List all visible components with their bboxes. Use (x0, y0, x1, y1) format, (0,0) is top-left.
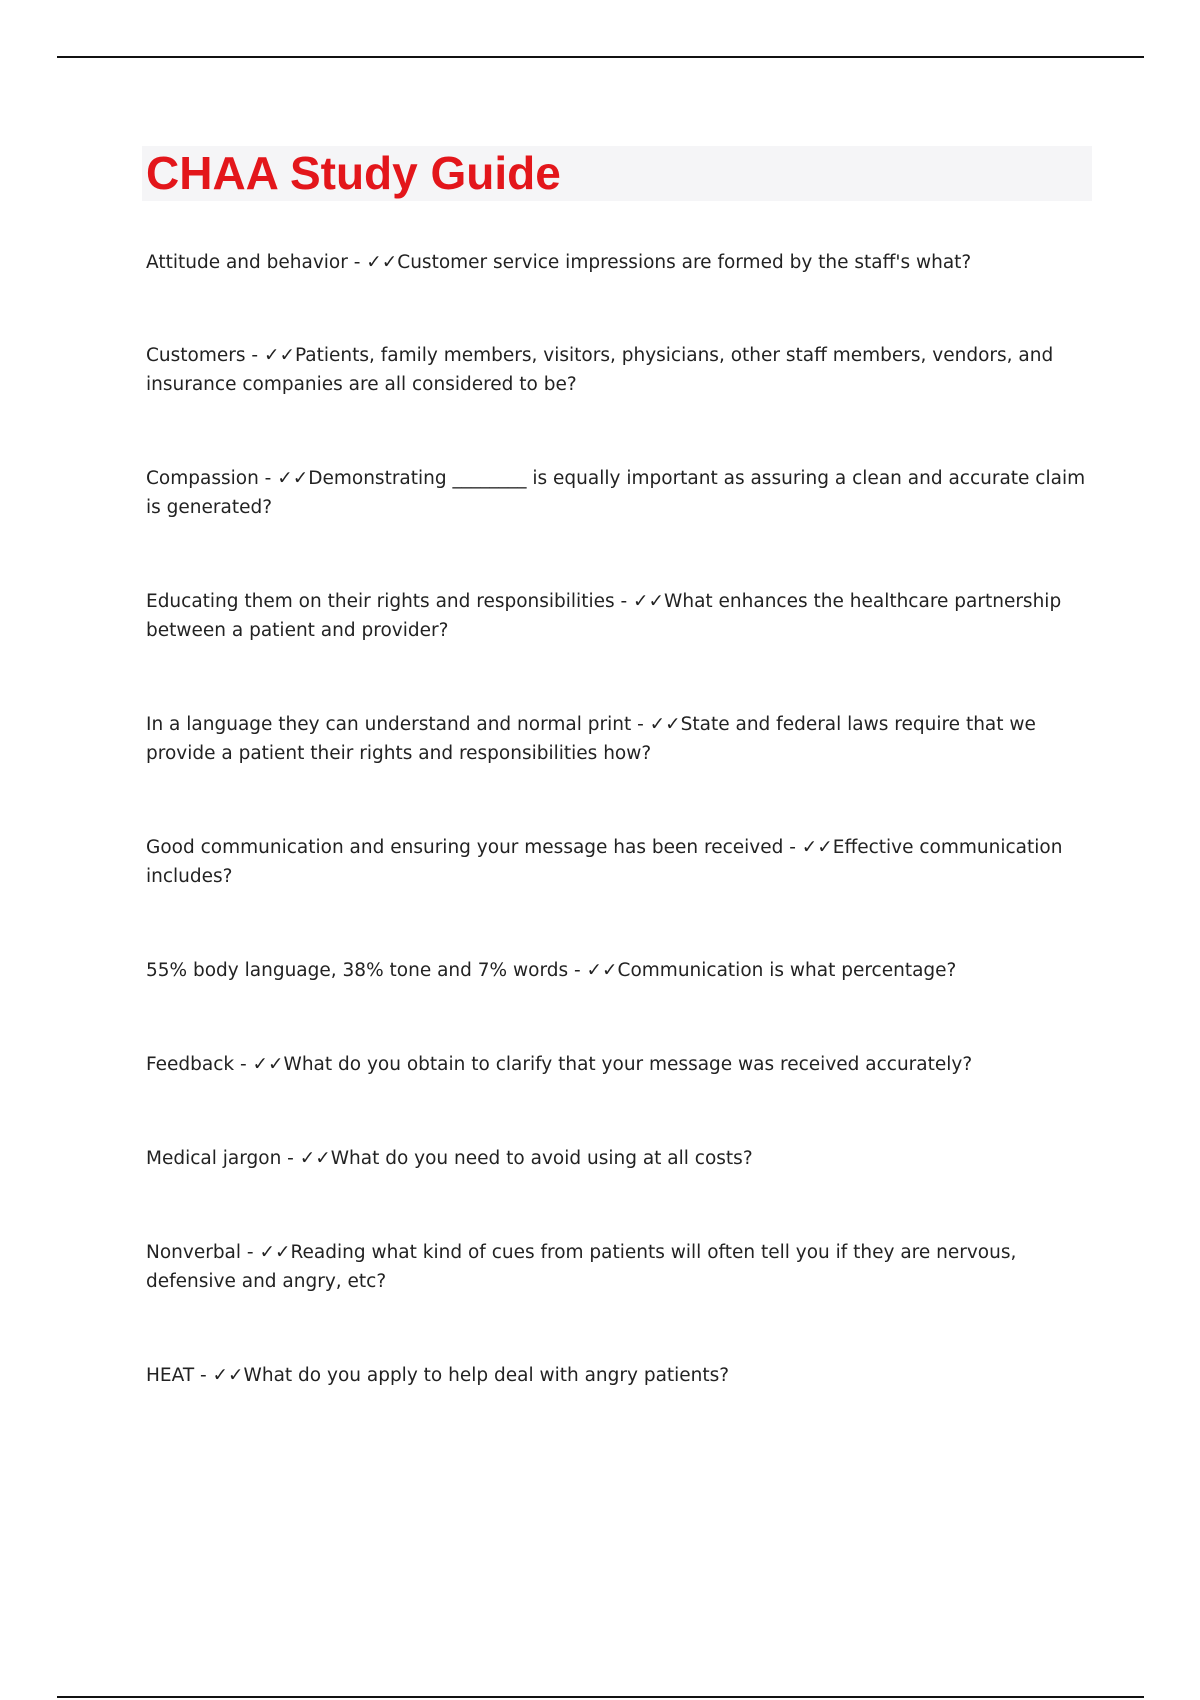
study-item-jargon: Medical jargon - ✓✓What do you need to avoid using at all costs? (146, 1148, 753, 1169)
study-item-heat: HEAT - ✓✓What do you apply to help deal with angry patients? (146, 1365, 730, 1386)
study-item-attitude: Attitude and behavior - ✓✓Customer service impressions are formed by the staff's what? (146, 252, 972, 273)
page-title: CHAA Study Guide (146, 147, 561, 199)
study-item-feedback: Feedback - ✓✓What do you obtain to clarify that your message was received accurately? (146, 1054, 973, 1075)
study-item-percentage: 55% body language, 38% tone and 7% words - ✓✓Communication is what percentage? (146, 960, 957, 981)
study-item-nonverbal: Nonverbal - ✓✓Reading what kind of cues from patients will often tell you if they are nervous, defensive and angry, etc? (146, 1242, 1017, 1292)
study-item-educating: Educating them on their rights and responsibilities - ✓✓What enhances the healthcare partnership between a patient and provider? (146, 591, 1062, 641)
study-item-compassion: Compassion - ✓✓Demonstrating ________ is equally important as assuring a clean and accurate claim is generated? (146, 468, 1086, 518)
study-item-customers: Customers - ✓✓Patients, family members, visitors, physicians, other staff members, vendors, and insurance companies are all considered to be? (146, 345, 1054, 395)
bottom-rule (57, 1696, 1144, 1698)
top-rule (57, 56, 1144, 58)
study-item-language: In a language they can understand and normal print - ✓✓State and federal laws require that we provide a patient their rights and responsibilities how? (146, 714, 1036, 764)
study-item-communication: Good communication and ensuring your message has been received - ✓✓Effective communication includes? (146, 837, 1063, 887)
